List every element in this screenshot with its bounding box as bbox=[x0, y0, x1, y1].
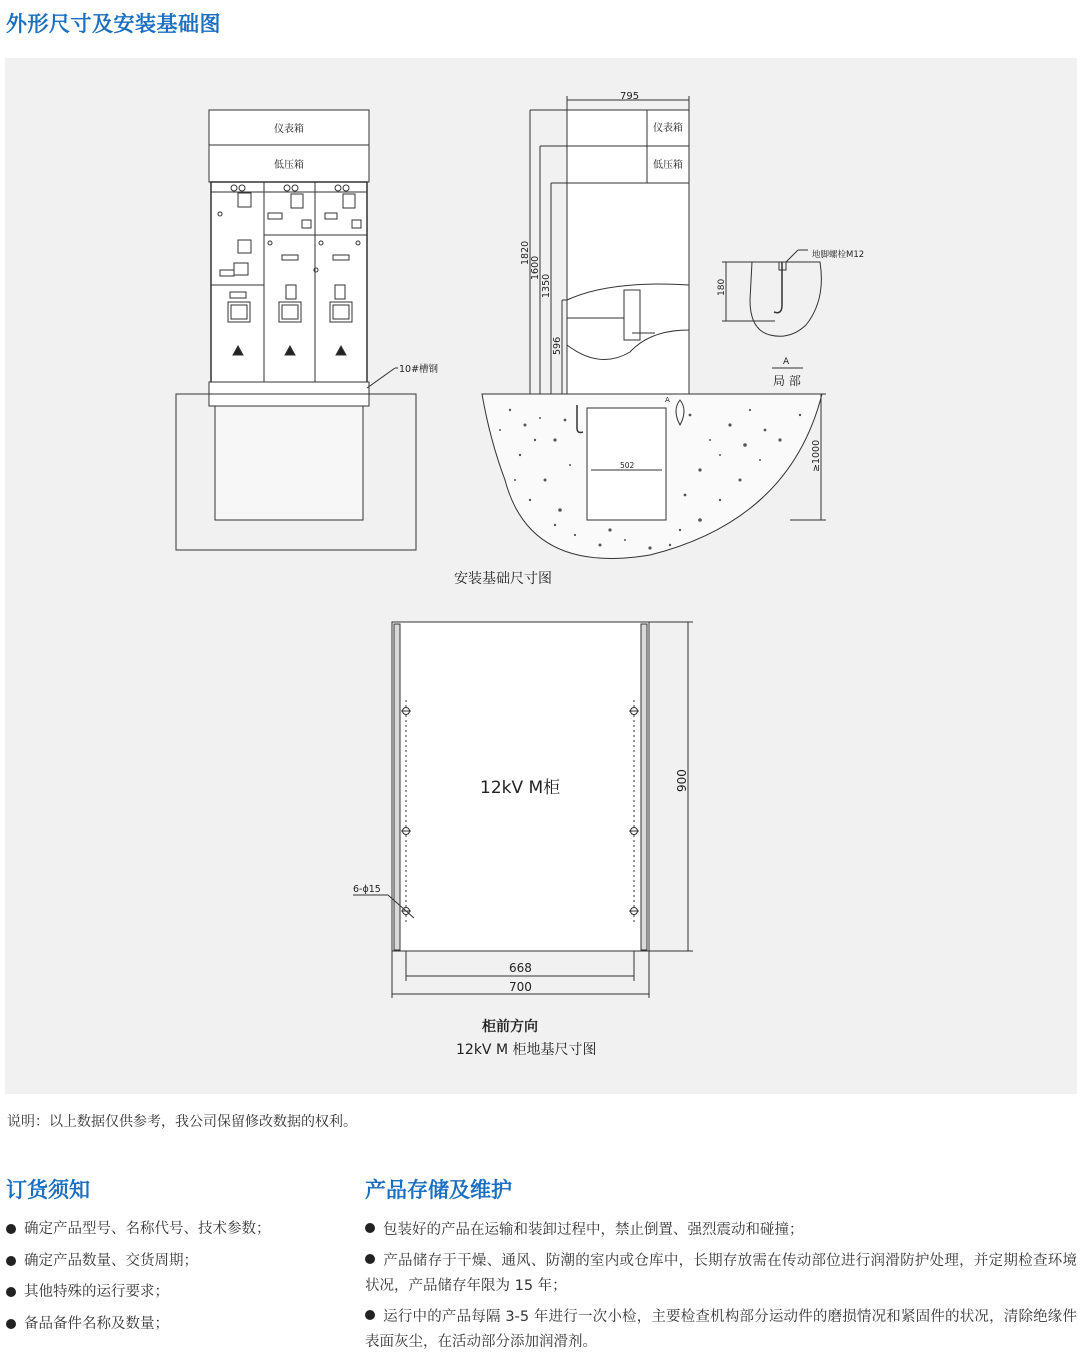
plan-height-dim: 900 bbox=[675, 769, 689, 792]
drawing-panel bbox=[5, 58, 1077, 1094]
install-caption: 安装基础尺寸图 bbox=[454, 571, 552, 587]
list-item: 确定产品型号、名称代号、技术参数； bbox=[6, 1218, 336, 1240]
bullet-icon bbox=[6, 1287, 16, 1297]
technical-drawing bbox=[5, 58, 1077, 1094]
front-view bbox=[176, 110, 416, 550]
storage-title: 产品存储及维护 bbox=[365, 1178, 512, 1202]
list-item: 运行中的产品每隔 3-5 年进行一次小检，主要检查机构部分运动件的磨损情况和紧固件的状况，清除绝缘件表面灰尘，在活动部分添加润滑剂。 bbox=[365, 1309, 1077, 1350]
disclaimer-note: 说明：以上数据仅供参考，我公司保留修改数据的权利。 bbox=[7, 1114, 357, 1130]
channel-steel-label: 10#槽钢 bbox=[399, 364, 439, 375]
dim-596: 596 bbox=[552, 336, 563, 355]
plan-inner-width-dim: 668 bbox=[509, 961, 532, 975]
detail-a bbox=[722, 250, 821, 368]
side-instrument-box-label: 仪表箱 bbox=[653, 123, 683, 134]
front-instrument-box-label: 仪表箱 bbox=[274, 124, 304, 135]
pit-width-dim: 502 bbox=[620, 461, 635, 470]
bullet-icon bbox=[365, 1254, 375, 1264]
bullet-icon bbox=[6, 1224, 16, 1234]
bullet-icon bbox=[6, 1256, 16, 1266]
ordering-title: 订货须知 bbox=[6, 1178, 90, 1202]
dim-1600: 1600 bbox=[530, 255, 541, 280]
list-item: 产品储存于干燥、通风、防潮的室内或仓库中，长期存放需在传动部位进行润滑防护处理，并定期检查环境状况，产品储存年限为 15 年； bbox=[365, 1253, 1077, 1294]
list-item: 备品备件名称及数量； bbox=[6, 1313, 336, 1335]
base-plan bbox=[353, 622, 693, 998]
side-low-voltage-box-label: 低压箱 bbox=[653, 160, 683, 171]
holes-label: 6-ϕ15 bbox=[353, 884, 381, 895]
list-item: 确定产品数量、交货周期； bbox=[6, 1250, 336, 1272]
detail-180-dim: 180 bbox=[717, 278, 727, 296]
storage-list bbox=[365, 1218, 1077, 1361]
cabinet-label: 12kV M柜 bbox=[480, 778, 561, 798]
bullet-icon bbox=[365, 1223, 375, 1233]
front-low-voltage-box-label: 低压箱 bbox=[274, 160, 304, 171]
anchor-bolt-label: 地脚螺栓M12 bbox=[812, 250, 865, 260]
dim-1350: 1350 bbox=[541, 273, 552, 298]
base-plan-caption: 12kV M 柜地基尺寸图 bbox=[456, 1042, 597, 1058]
page-title: 外形尺寸及安装基础图 bbox=[6, 12, 221, 36]
list-item: 包装好的产品在运输和装卸过程中，禁止倒置、强烈震动和碰撞； bbox=[365, 1218, 1077, 1243]
bullet-icon bbox=[365, 1310, 375, 1320]
plan-outer-width-dim: 700 bbox=[509, 980, 532, 994]
side-point-a-label: A bbox=[665, 396, 670, 404]
front-direction-label: 柜前方向 bbox=[482, 1019, 538, 1035]
depth-dim: ≥1000 bbox=[811, 439, 822, 472]
ordering-list bbox=[6, 1218, 336, 1344]
dim-1820: 1820 bbox=[520, 240, 531, 265]
list-item: 其他特殊的运行要求； bbox=[6, 1281, 336, 1303]
side-width-dim: 795 bbox=[620, 91, 640, 102]
detail-partial-label: 局 部 bbox=[773, 374, 801, 388]
detail-a-label: A bbox=[783, 357, 790, 367]
bullet-icon bbox=[6, 1319, 16, 1329]
